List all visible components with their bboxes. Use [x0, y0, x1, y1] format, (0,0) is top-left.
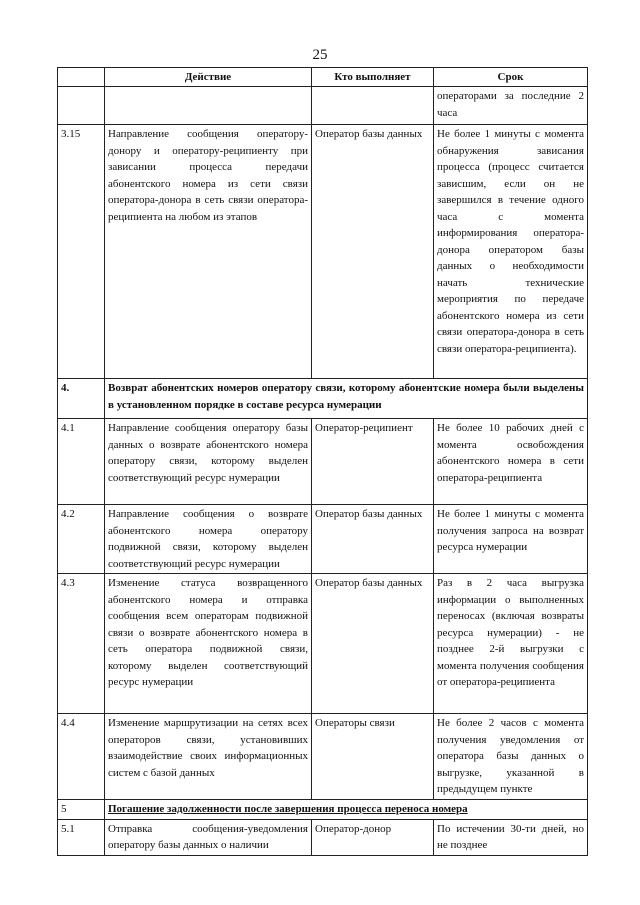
row-action: Изменение статуса возвращенного абонентского номера и отправка сообщения всем операторам подвижной связи о возврате абонентского номера в сеть оператора подвижной связи, которому выделен соответствующий ресурс нумерации: [105, 574, 312, 714]
table-row: [58, 505, 588, 574]
row-term: Не более 10 рабочих дней с момента освобождения абонентского номера в сети оператора-реципиента: [434, 419, 588, 505]
page-number: 25: [312, 47, 328, 63]
table-row: [58, 125, 588, 379]
row-who: Оператор базы данных: [312, 125, 434, 379]
row-term: По истечении 30-ти дней, но не позднее: [434, 819, 588, 855]
section-title: Погашение задолженности после завершения процесса переноса номера: [105, 800, 588, 820]
row-action: Направление сообщения о возврате абонентского номера оператору подвижной связи, которому выделен соответствующий ресурс нумерации: [105, 505, 312, 574]
header-action: Действие: [105, 68, 312, 87]
row-who: Оператор-реципиент: [312, 419, 434, 505]
row-action: [105, 87, 312, 125]
header-who: Кто выполняет: [312, 68, 434, 87]
row-num: 3.15: [58, 125, 105, 379]
row-who: [312, 87, 434, 125]
table-row: [58, 574, 588, 714]
section-row: [58, 379, 588, 419]
row-who: Оператор-донор: [312, 819, 434, 855]
header-term: Срок: [434, 68, 588, 87]
table-row: [58, 714, 588, 800]
row-term: Не более 1 минуты с момента обнаружения зависания процесса (процесс считается зависшим, если он не завершился в течение одного часа с момента информирования оператора-донора оператором базы данных о необходимости начать технические мероприятия по передаче абонентского номера из сети связи оператора-донора в сеть связи оператора-реципиента).: [434, 125, 588, 379]
row-who: Оператор базы данных: [312, 574, 434, 714]
section-row: [58, 800, 588, 820]
procedure-table: [57, 67, 588, 856]
row-action: Изменение маршрутизации на сетях всех операторов связи, установивших взаимодействие своих информационных систем с базой данных: [105, 714, 312, 800]
row-term: Раз в 2 часа выгрузка информации о выполненных переносах (включая возвраты ресурса нумерации) - не позднее 2-й выгрузки с момента получения сообщения от оператора-реципиента: [434, 574, 588, 714]
row-num: 4.3: [58, 574, 105, 714]
section-title: Возврат абонентских номеров оператору связи, которому абонентские номера были выделены в установленном порядке в составе ресурса нумерации: [105, 379, 588, 419]
table-row: [58, 419, 588, 505]
row-num: 4.1: [58, 419, 105, 505]
row-who: Оператор базы данных: [312, 505, 434, 574]
row-who: Операторы связи: [312, 714, 434, 800]
table-header-row: [58, 68, 588, 87]
table-row: [58, 819, 588, 855]
row-term: операторами за последние 2 часа: [434, 87, 588, 125]
row-num: [58, 87, 105, 125]
header-num: [58, 68, 105, 87]
row-num: 4.2: [58, 505, 105, 574]
section-num: 5: [58, 800, 105, 820]
section-num: 4.: [58, 379, 105, 419]
row-action: Направление сообщения оператору-донору и оператору-реципиенту при зависании процесса передачи абонентского номера из сети связи оператора-донора в сеть связи оператора-реципиента на любом из этапов: [105, 125, 312, 379]
row-action: Отправка сообщения-уведомления оператору базы данных о наличии: [105, 819, 312, 855]
row-num: 4.4: [58, 714, 105, 800]
table-row: [58, 87, 588, 125]
row-term: Не более 1 минуты с момента получения запроса на возврат ресурса нумерации: [434, 505, 588, 574]
row-term: Не более 2 часов с момента получения уведомления от оператора базы данных о выгрузке, указанной в предыдущем пункте: [434, 714, 588, 800]
row-action: Направление сообщения оператору базы данных о возврате абонентского номера оператору связи, которому выделен соответствующий ресурс нумерации: [105, 419, 312, 505]
row-num: 5.1: [58, 819, 105, 855]
